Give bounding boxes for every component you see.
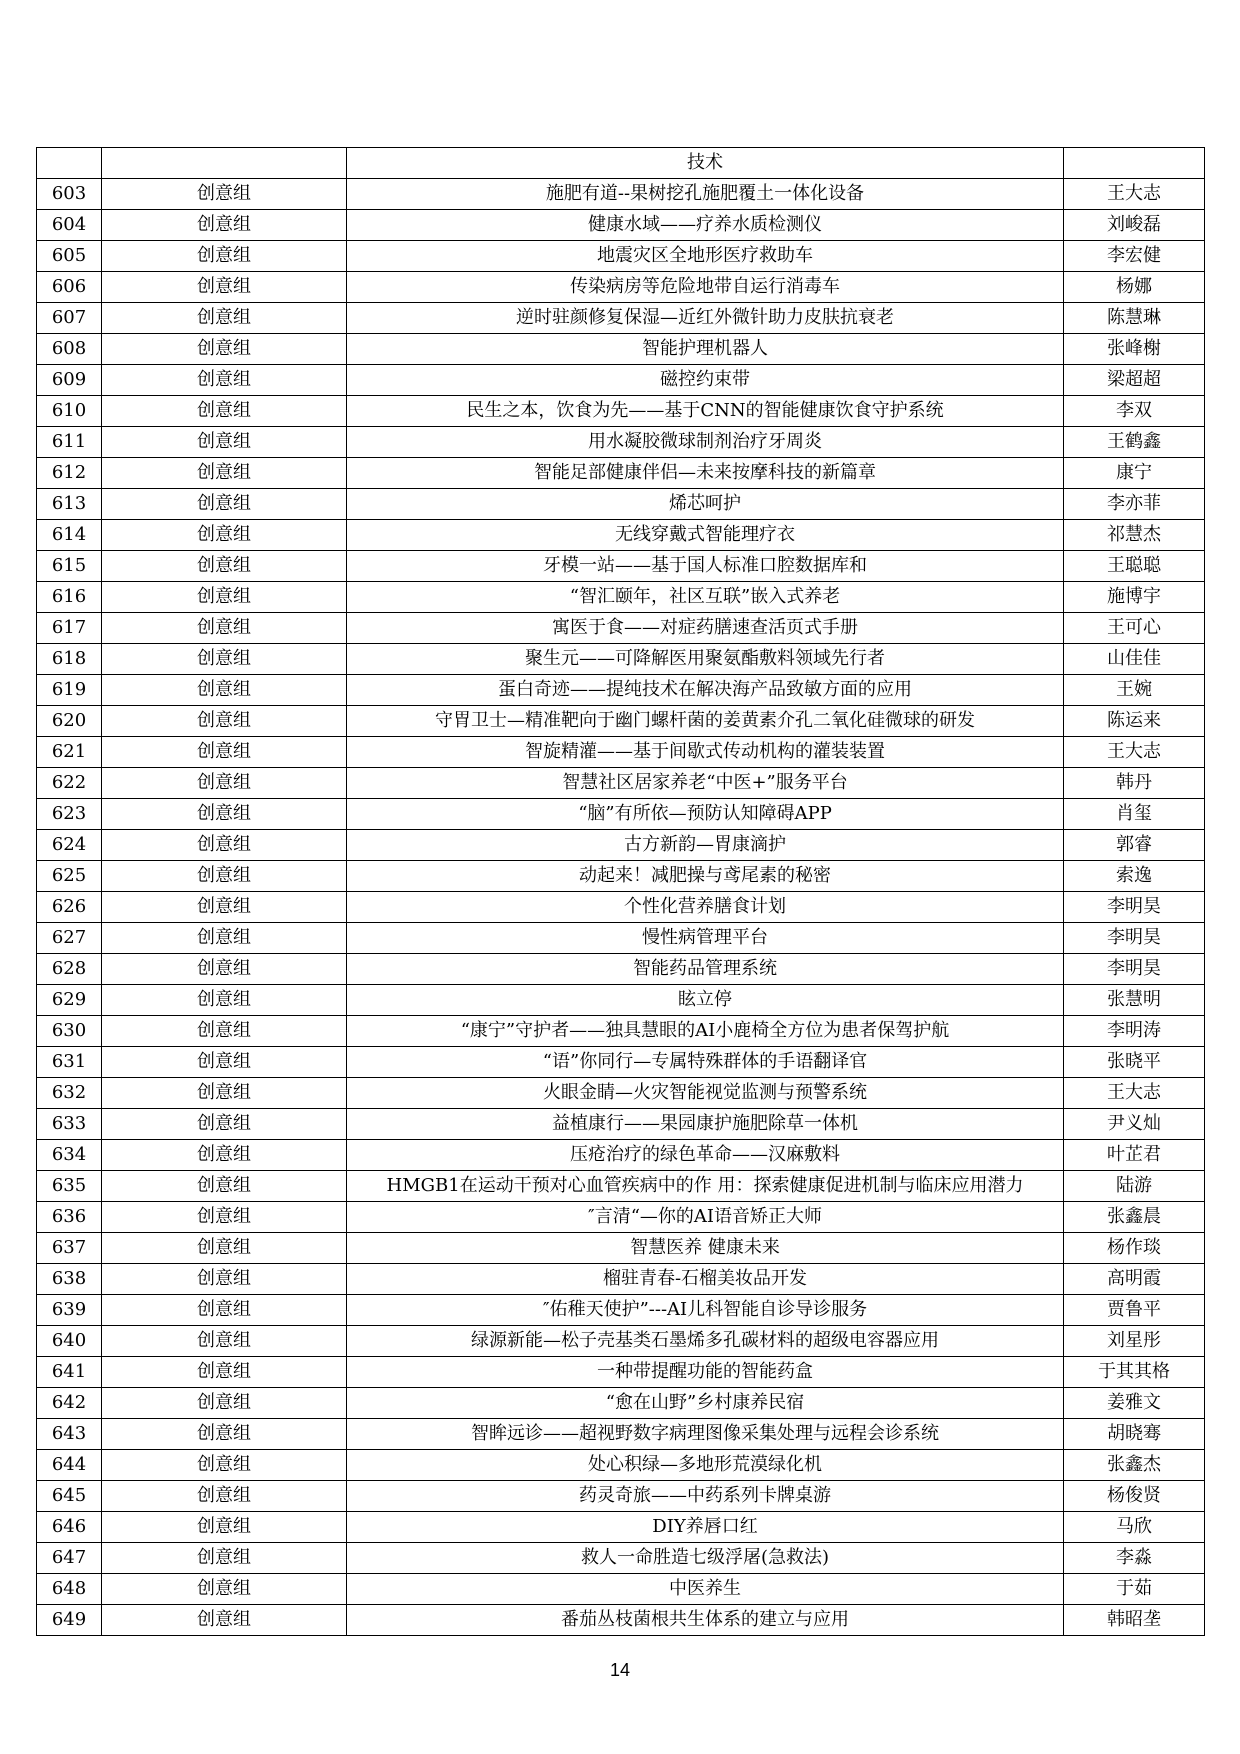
cell-number: 620 (37, 706, 102, 737)
cell-group: 创意组 (102, 1295, 347, 1326)
cell-name: 杨作琰 (1064, 1233, 1205, 1264)
cell-number: 638 (37, 1264, 102, 1295)
cell-name: 王大志 (1064, 737, 1205, 768)
cell-project: 压疮治疗的绿色革命——汉麻敷料 (347, 1140, 1064, 1171)
cell-project: 逆时驻颜修复保湿—近红外微针助力皮肤抗衰老 (347, 303, 1064, 334)
cell-project: 传染病房等危险地带自运行消毒车 (347, 272, 1064, 303)
table-row (37, 830, 1205, 861)
cell-number: 619 (37, 675, 102, 706)
cell-name: 王大志 (1064, 179, 1205, 210)
table-row (37, 582, 1205, 613)
cell-number: 608 (37, 334, 102, 365)
cell-name: 李淼 (1064, 1543, 1205, 1574)
table-row (37, 954, 1205, 985)
table-row (37, 861, 1205, 892)
cell-name: 王婉 (1064, 675, 1205, 706)
cell-name: 肖玺 (1064, 799, 1205, 830)
cell-group: 创意组 (102, 1233, 347, 1264)
cell-name: 杨俊贤 (1064, 1481, 1205, 1512)
cell-name: 陈运来 (1064, 706, 1205, 737)
table-row (37, 1574, 1205, 1605)
cell-number: 644 (37, 1450, 102, 1481)
cell-group: 创意组 (102, 520, 347, 551)
table-row (37, 1388, 1205, 1419)
cell-group: 创意组 (102, 272, 347, 303)
cell-project: 番茄丛枝菌根共生体系的建立与应用 (347, 1605, 1064, 1636)
cell-group: 创意组 (102, 1388, 347, 1419)
cell-project: 蛋白奇迹——提纯技术在解决海产品致敏方面的应用 (347, 675, 1064, 706)
cell-group: 创意组 (102, 613, 347, 644)
cell-project: 民生之本，饮食为先——基于CNN的智能健康饮食守护系统 (347, 396, 1064, 427)
table-row (37, 1202, 1205, 1233)
cell-project: ″言清“—你的AI语音矫正大师 (347, 1202, 1064, 1233)
cell-number: 648 (37, 1574, 102, 1605)
cell-name: 于茹 (1064, 1574, 1205, 1605)
cell-project: 古方新韵—胃康滴护 (347, 830, 1064, 861)
table-row (37, 613, 1205, 644)
table-row (37, 1047, 1205, 1078)
cell-name: 叶芷君 (1064, 1140, 1205, 1171)
cell-project: 智能药品管理系统 (347, 954, 1064, 985)
cell-name: 尹义灿 (1064, 1109, 1205, 1140)
cell-group: 创意组 (102, 1047, 347, 1078)
cell-number (37, 148, 102, 179)
table-row (37, 737, 1205, 768)
cell-name: 于其其格 (1064, 1357, 1205, 1388)
cell-group: 创意组 (102, 1140, 347, 1171)
cell-number: 624 (37, 830, 102, 861)
cell-group: 创意组 (102, 1481, 347, 1512)
cell-group: 创意组 (102, 489, 347, 520)
cell-name: 李宏健 (1064, 241, 1205, 272)
table-row (37, 1419, 1205, 1450)
cell-project: 药灵奇旅——中药系列卡牌桌游 (347, 1481, 1064, 1512)
table-row (37, 179, 1205, 210)
table-row (37, 458, 1205, 489)
cell-project: “脑”有所依—预防认知障碍APP (347, 799, 1064, 830)
cell-group: 创意组 (102, 1574, 347, 1605)
cell-group: 创意组 (102, 954, 347, 985)
table-row (37, 1357, 1205, 1388)
table-row (37, 396, 1205, 427)
cell-group: 创意组 (102, 737, 347, 768)
cell-group (102, 148, 347, 179)
cell-name: 王聪聪 (1064, 551, 1205, 582)
cell-number: 646 (37, 1512, 102, 1543)
cell-group: 创意组 (102, 1543, 347, 1574)
cell-number: 649 (37, 1605, 102, 1636)
cell-group: 创意组 (102, 179, 347, 210)
cell-name: 山佳佳 (1064, 644, 1205, 675)
cell-number: 635 (37, 1171, 102, 1202)
table-row (37, 303, 1205, 334)
cell-group: 创意组 (102, 985, 347, 1016)
cell-group: 创意组 (102, 582, 347, 613)
cell-number: 627 (37, 923, 102, 954)
cell-number: 614 (37, 520, 102, 551)
cell-project: “语”你同行—专属特殊群体的手语翻译官 (347, 1047, 1064, 1078)
cell-name: 张晓平 (1064, 1047, 1205, 1078)
cell-name: 张慧明 (1064, 985, 1205, 1016)
cell-project: 磁控约束带 (347, 365, 1064, 396)
cell-project: 智能护理机器人 (347, 334, 1064, 365)
cell-group: 创意组 (102, 427, 347, 458)
cell-group: 创意组 (102, 1109, 347, 1140)
cell-name: 韩昭垄 (1064, 1605, 1205, 1636)
cell-project: 智慧医养 健康未来 (347, 1233, 1064, 1264)
table-row (37, 241, 1205, 272)
cell-group: 创意组 (102, 1605, 347, 1636)
cell-project: 榴驻青春-石榴美妆品开发 (347, 1264, 1064, 1295)
cell-number: 605 (37, 241, 102, 272)
cell-group: 创意组 (102, 830, 347, 861)
cell-project: 绿源新能—松子壳基类石墨烯多孔碳材料的超级电容器应用 (347, 1326, 1064, 1357)
cell-name: 李明昊 (1064, 923, 1205, 954)
cell-name: 王鹤鑫 (1064, 427, 1205, 458)
cell-name: 贾鲁平 (1064, 1295, 1205, 1326)
cell-project: 聚生元——可降解医用聚氨酯敷料领域先行者 (347, 644, 1064, 675)
table-row (37, 1140, 1205, 1171)
cell-number: 621 (37, 737, 102, 768)
cell-project: HMGB1在运动干预对心血管疾病中的作 用：探索健康促进机制与临床应用潜力 (347, 1171, 1064, 1202)
cell-project: 火眼金睛—火灾智能视觉监测与预警系统 (347, 1078, 1064, 1109)
cell-group: 创意组 (102, 365, 347, 396)
table-row (37, 644, 1205, 675)
cell-project: 寓医于食——对症药膳速查活页式手册 (347, 613, 1064, 644)
cell-number: 622 (37, 768, 102, 799)
cell-group: 创意组 (102, 675, 347, 706)
cell-name: 施博宇 (1064, 582, 1205, 613)
table-row (37, 675, 1205, 706)
cell-name: 梁超超 (1064, 365, 1205, 396)
cell-number: 640 (37, 1326, 102, 1357)
cell-name: 张鑫晨 (1064, 1202, 1205, 1233)
cell-project: 烯芯呵护 (347, 489, 1064, 520)
cell-group: 创意组 (102, 1016, 347, 1047)
cell-project: “智汇颐年，社区互联”嵌入式养老 (347, 582, 1064, 613)
cell-group: 创意组 (102, 861, 347, 892)
cell-project: 中医养生 (347, 1574, 1064, 1605)
cell-project: 无线穿戴式智能理疗衣 (347, 520, 1064, 551)
cell-project: 益植康行——果园康护施肥除草一体机 (347, 1109, 1064, 1140)
table-row (37, 1264, 1205, 1295)
cell-name: 陆游 (1064, 1171, 1205, 1202)
cell-name: 索逸 (1064, 861, 1205, 892)
cell-group: 创意组 (102, 210, 347, 241)
cell-name: 李亦菲 (1064, 489, 1205, 520)
table-row (37, 365, 1205, 396)
cell-number: 631 (37, 1047, 102, 1078)
cell-name: 郭睿 (1064, 830, 1205, 861)
cell-number: 647 (37, 1543, 102, 1574)
cell-name: 李明昊 (1064, 954, 1205, 985)
table-row (37, 427, 1205, 458)
cell-number: 610 (37, 396, 102, 427)
table-row (37, 985, 1205, 1016)
cell-name: 王大志 (1064, 1078, 1205, 1109)
cell-number: 626 (37, 892, 102, 923)
cell-group: 创意组 (102, 303, 347, 334)
cell-name: 李明昊 (1064, 892, 1205, 923)
cell-number: 628 (37, 954, 102, 985)
table-row (37, 1109, 1205, 1140)
cell-group: 创意组 (102, 1171, 347, 1202)
cell-name: 胡晓骞 (1064, 1419, 1205, 1450)
cell-number: 639 (37, 1295, 102, 1326)
page-number: 14 (609, 1660, 631, 1680)
cell-group: 创意组 (102, 644, 347, 675)
cell-number: 623 (37, 799, 102, 830)
cell-group: 创意组 (102, 892, 347, 923)
table-row (37, 551, 1205, 582)
cell-group: 创意组 (102, 799, 347, 830)
cell-name: 王可心 (1064, 613, 1205, 644)
cell-name: 刘峻磊 (1064, 210, 1205, 241)
cell-name: 高明霞 (1064, 1264, 1205, 1295)
cell-group: 创意组 (102, 768, 347, 799)
cell-number: 630 (37, 1016, 102, 1047)
table-row (37, 768, 1205, 799)
cell-group: 创意组 (102, 1264, 347, 1295)
cell-number: 629 (37, 985, 102, 1016)
table-row (37, 1171, 1205, 1202)
cell-name: 张鑫杰 (1064, 1450, 1205, 1481)
cell-project: 救人一命胜造七级浮屠(急救法) (347, 1543, 1064, 1574)
cell-project: 智旋精灌——基于间歇式传动机构的灌装装置 (347, 737, 1064, 768)
cell-number: 637 (37, 1233, 102, 1264)
cell-number: 618 (37, 644, 102, 675)
table-body (37, 148, 1205, 1636)
table-row (37, 1481, 1205, 1512)
cell-group: 创意组 (102, 1419, 347, 1450)
cell-number: 645 (37, 1481, 102, 1512)
cell-name: 李明涛 (1064, 1016, 1205, 1047)
cell-group: 创意组 (102, 396, 347, 427)
cell-name: 马欣 (1064, 1512, 1205, 1543)
table-row (37, 706, 1205, 737)
cell-number: 625 (37, 861, 102, 892)
cell-number: 615 (37, 551, 102, 582)
cell-project: “愈在山野”乡村康养民宿 (347, 1388, 1064, 1419)
cell-number: 632 (37, 1078, 102, 1109)
cell-project: 眩立停 (347, 985, 1064, 1016)
entries-table (36, 147, 1205, 1636)
table-row (37, 799, 1205, 830)
cell-group: 创意组 (102, 706, 347, 737)
table-row (37, 1543, 1205, 1574)
table-row (37, 892, 1205, 923)
cell-group: 创意组 (102, 1202, 347, 1233)
table-row (37, 210, 1205, 241)
table-row-continued (37, 148, 1205, 179)
cell-project: 用水凝胶微球制剂治疗牙周炎 (347, 427, 1064, 458)
cell-project: 个性化营养膳食计划 (347, 892, 1064, 923)
cell-number: 606 (37, 272, 102, 303)
cell-project: 牙模一站——基于国人标准口腔数据库和 (347, 551, 1064, 582)
table-row (37, 1078, 1205, 1109)
table-row (37, 1233, 1205, 1264)
cell-name: 陈慧琳 (1064, 303, 1205, 334)
cell-number: 603 (37, 179, 102, 210)
cell-number: 642 (37, 1388, 102, 1419)
cell-group: 创意组 (102, 1512, 347, 1543)
cell-project: DIY养唇口红 (347, 1512, 1064, 1543)
cell-project: 健康水域——疗养水质检测仪 (347, 210, 1064, 241)
cell-project: 技术 (347, 148, 1064, 179)
cell-number: 616 (37, 582, 102, 613)
cell-group: 创意组 (102, 1450, 347, 1481)
cell-project: 处心积绿—多地形荒漠绿化机 (347, 1450, 1064, 1481)
cell-name: 康宁 (1064, 458, 1205, 489)
table-row (37, 923, 1205, 954)
cell-group: 创意组 (102, 1357, 347, 1388)
table-row (37, 1295, 1205, 1326)
cell-project: 守胃卫士—精准靶向于幽门螺杆菌的姜黄素介孔二氧化硅微球的研发 (347, 706, 1064, 737)
cell-project: 地震灾区全地形医疗救助车 (347, 241, 1064, 272)
cell-project: 智慧社区居家养老“中医+”服务平台 (347, 768, 1064, 799)
table-row (37, 1450, 1205, 1481)
cell-project: 动起来！减肥操与鸢尾素的秘密 (347, 861, 1064, 892)
cell-group: 创意组 (102, 458, 347, 489)
table-row (37, 489, 1205, 520)
table-row (37, 1512, 1205, 1543)
cell-group: 创意组 (102, 1078, 347, 1109)
cell-number: 609 (37, 365, 102, 396)
cell-group: 创意组 (102, 923, 347, 954)
cell-number: 612 (37, 458, 102, 489)
cell-name: 祁慧杰 (1064, 520, 1205, 551)
table-row (37, 1016, 1205, 1047)
cell-name: 姜雅文 (1064, 1388, 1205, 1419)
cell-project: 智眸远诊——超视野数字病理图像采集处理与远程会诊系统 (347, 1419, 1064, 1450)
cell-name: 韩丹 (1064, 768, 1205, 799)
table-row (37, 334, 1205, 365)
cell-project: 智能足部健康伴侣—未来按摩科技的新篇章 (347, 458, 1064, 489)
cell-project: 慢性病管理平台 (347, 923, 1064, 954)
cell-name: 刘星彤 (1064, 1326, 1205, 1357)
cell-number: 613 (37, 489, 102, 520)
cell-number: 607 (37, 303, 102, 334)
cell-project: ″佑稚天使护”---AI儿科智能自诊导诊服务 (347, 1295, 1064, 1326)
cell-group: 创意组 (102, 241, 347, 272)
cell-group: 创意组 (102, 1326, 347, 1357)
cell-number: 636 (37, 1202, 102, 1233)
cell-number: 617 (37, 613, 102, 644)
table-row (37, 520, 1205, 551)
table-row (37, 1605, 1205, 1636)
cell-group: 创意组 (102, 551, 347, 582)
cell-name: 杨娜 (1064, 272, 1205, 303)
cell-number: 604 (37, 210, 102, 241)
table-row (37, 272, 1205, 303)
cell-name: 李双 (1064, 396, 1205, 427)
cell-name (1064, 148, 1205, 179)
cell-number: 634 (37, 1140, 102, 1171)
cell-number: 611 (37, 427, 102, 458)
cell-project: 施肥有道--果树挖孔施肥覆土一体化设备 (347, 179, 1064, 210)
table-row (37, 1326, 1205, 1357)
cell-number: 641 (37, 1357, 102, 1388)
cell-project: 一种带提醒功能的智能药盒 (347, 1357, 1064, 1388)
cell-number: 643 (37, 1419, 102, 1450)
cell-group: 创意组 (102, 334, 347, 365)
cell-number: 633 (37, 1109, 102, 1140)
cell-name: 张峰榭 (1064, 334, 1205, 365)
cell-project: “康宁”守护者——独具慧眼的AI小鹿椅全方位为患者保驾护航 (347, 1016, 1064, 1047)
